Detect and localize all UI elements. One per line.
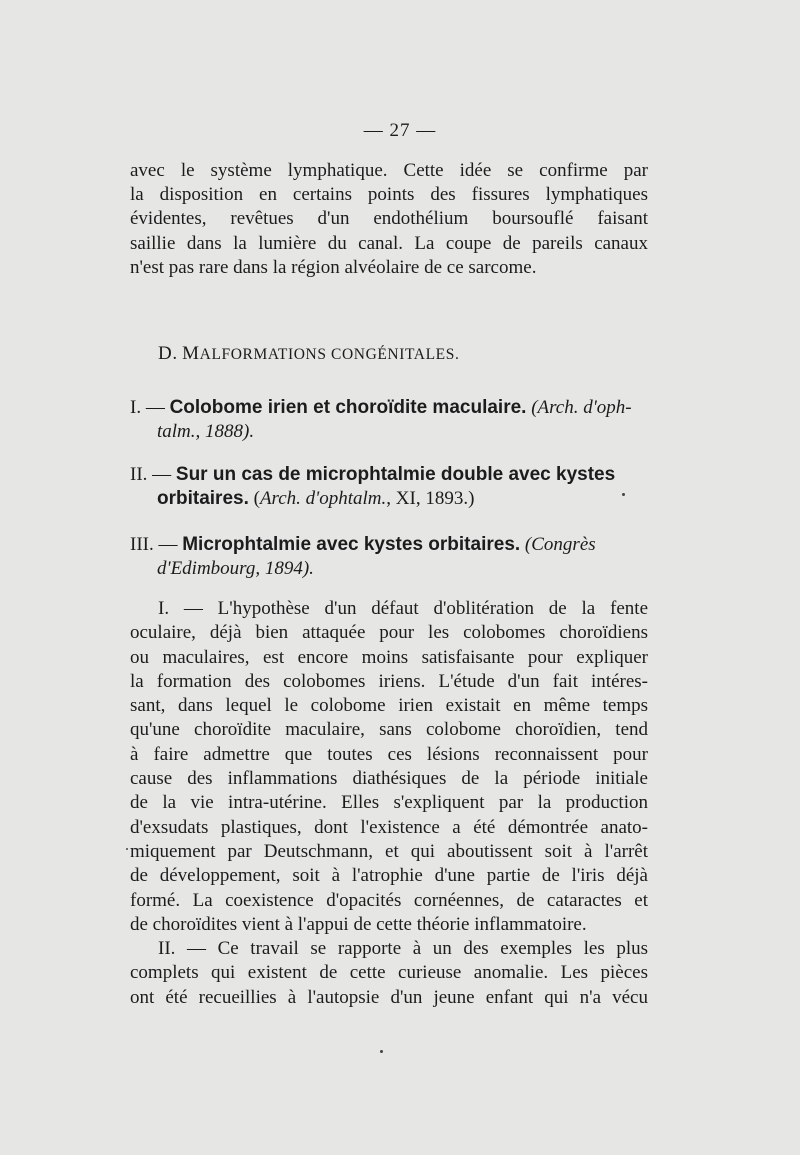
reference-source: (Arch. d'oph-	[531, 397, 632, 418]
intro-paragraph	[130, 159, 648, 280]
text-line: complets qui existent de cette curieuse anomalie. Les pièces	[130, 962, 648, 984]
print-speck	[126, 848, 128, 850]
reference-item	[130, 533, 650, 581]
reference-item	[130, 463, 650, 511]
reference-source-open: (	[253, 488, 260, 509]
reference-title: Microphtalmie avec kystes orbitaires.	[182, 534, 521, 555]
reference-dash: —	[158, 534, 178, 555]
text-line: miquement par Deutschmann, et qui aboutissent soit à l'arrêt	[130, 840, 648, 862]
reference-numeral: II.	[130, 464, 148, 485]
text-line: à faire admettre que toutes ces lésions reconnaissent pour	[130, 743, 648, 765]
reference-dash: —	[152, 464, 172, 485]
body-paragraphs	[130, 597, 648, 1010]
text-line: n'est pas rare dans la région alvéolaire de ce sarcome.	[130, 256, 537, 278]
text-line: d'exsudats plastiques, dont l'existence a été démontrée anato-	[130, 816, 648, 838]
print-speck	[380, 1050, 383, 1053]
text-line: évidentes, revêtues d'un endothélium boursouflé faisant	[130, 208, 648, 230]
text-line: formé. La coexistence d'opacités cornéennes, de cataractes et	[130, 889, 648, 911]
print-speck	[622, 493, 625, 496]
section-letter: D.	[158, 343, 178, 364]
text-line: ou maculaires, est encore moins satisfaisante pour expliquer	[130, 646, 648, 668]
reference-title-continued: orbitaires.	[157, 488, 249, 509]
reference-title: Colobome irien et choroïdite maculaire.	[169, 397, 527, 418]
text-line: I. — L'hypothèse d'un défaut d'oblitération de la fente	[158, 598, 648, 619]
text-line: cause des inflammations diathésiques de la période initiale	[130, 768, 648, 790]
reference-source: (Congrès	[524, 534, 596, 555]
reference-source-continued: d'Edimbourg, 1894).	[157, 558, 314, 579]
reference-numeral: I.	[130, 397, 142, 418]
reference-dash: —	[145, 397, 165, 418]
reference-item	[130, 396, 650, 444]
text-line: oculaire, déjà bien attaquée pour les colobomes choroïdiens	[130, 622, 648, 644]
text-line: de choroïdites vient à l'appui de cette théorie inflammatoire.	[130, 913, 587, 935]
text-line: saillie dans la lumière du canal. La coupe de pareils canaux	[130, 232, 648, 254]
text-line: la formation des colobomes iriens. L'étude d'un fait intéres-	[130, 670, 648, 692]
reference-source-continued: talm., 1888).	[157, 421, 255, 442]
text-line: de la vie intra-utérine. Elles s'expliquent par la production	[130, 792, 648, 814]
section-title-rest: ALFORMATIONS CONGÉNITALES.	[199, 346, 460, 363]
section-title-initial: M	[182, 343, 200, 364]
page-number: — 27 —	[363, 120, 437, 141]
text-line: qu'une choroïdite maculaire, sans colobome choroïdien, tend	[130, 719, 648, 741]
section-heading	[158, 343, 459, 365]
reference-numeral: III.	[130, 534, 154, 555]
text-line: avec le système lymphatique. Cette idée se confirme par	[130, 160, 648, 181]
text-line: de développement, soit à l'atrophie d'une partie de l'iris déjà	[130, 865, 648, 887]
text-line: sant, dans lequel le colobome irien existait en même temps	[130, 695, 648, 717]
text-line: la disposition en certains points des fissures lymphatiques	[130, 184, 648, 206]
reference-source-journal: Arch. d'ophtalm.	[259, 488, 387, 509]
text-line: ont été recueillies à l'autopsie d'un jeune enfant qui n'a vécu	[130, 986, 648, 1008]
reference-source-rest: , XI, 1893.)	[386, 488, 475, 509]
text-line: II. — Ce travail se rapporte à un des exemples les plus	[158, 938, 648, 960]
reference-title: Sur un cas de microphtalmie double avec kystes	[175, 464, 616, 485]
